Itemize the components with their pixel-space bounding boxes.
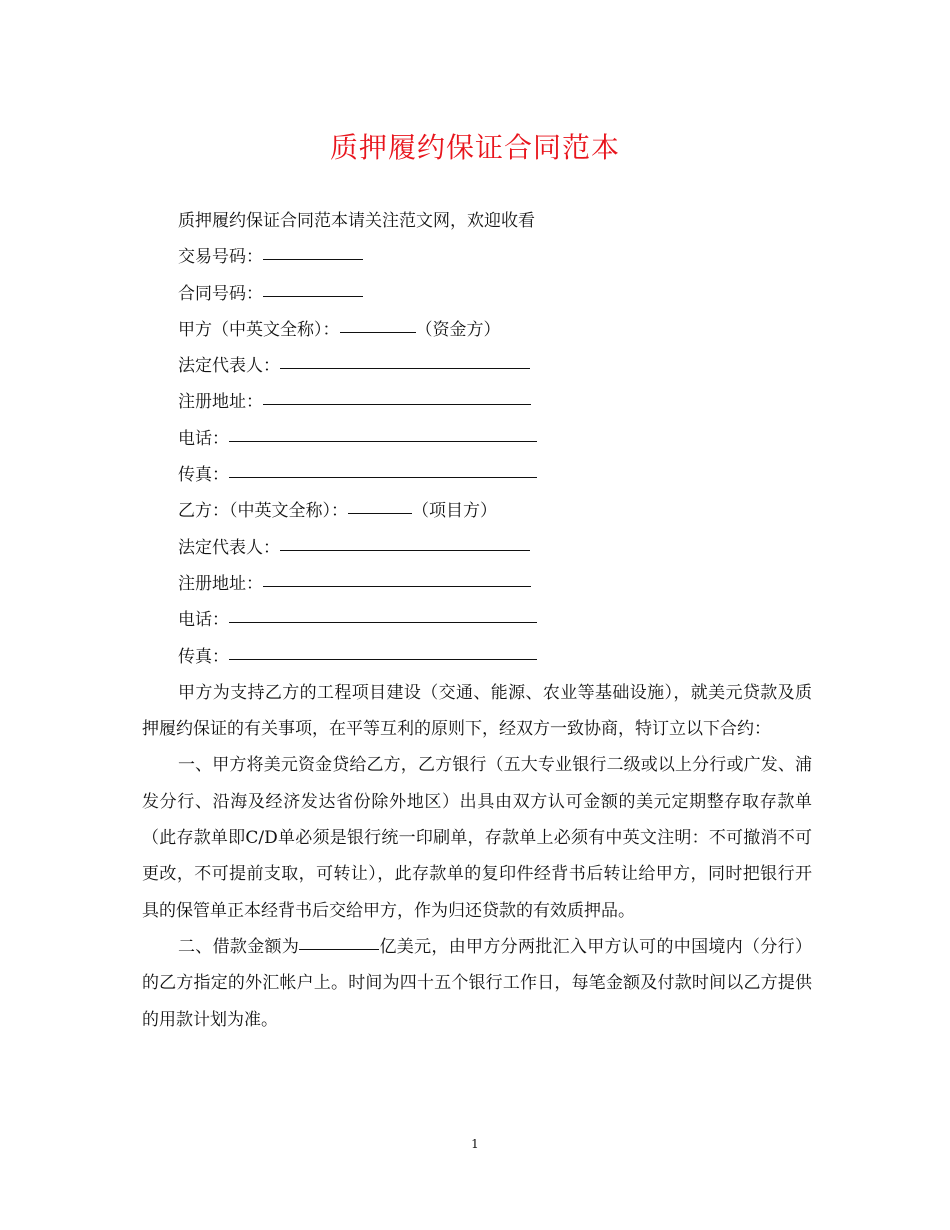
party-a-tel-blank[interactable] <box>229 421 537 442</box>
party-b-label: 乙方：（中英文全称）： <box>178 501 348 522</box>
party-b-fax-line <box>142 639 812 675</box>
party-a-tel-label: 电话： <box>178 428 229 449</box>
party-a-name-blank[interactable] <box>340 312 416 333</box>
transaction-no-label: 交易号码： <box>178 247 263 268</box>
party-b-rep-line <box>142 530 812 566</box>
party-a-fax-label: 传真： <box>178 465 229 486</box>
party-b-rep-blank[interactable] <box>280 530 530 551</box>
party-a-addr-blank[interactable] <box>263 384 531 405</box>
page-number: 1 <box>471 1137 479 1151</box>
party-a-rep-line <box>142 348 812 384</box>
intro-line <box>142 203 812 239</box>
document-title: 质押履约保证合同范本 <box>329 131 620 164</box>
party-a-rep-label: 法定代表人： <box>178 356 280 377</box>
clause-2-rest: 亿美元，由甲方分两批汇入甲方认可的中国境内（分行）的乙方指定的外汇帐户上。时间为四十五个银行工作日，每笔金额及付款时间以乙方提供的用款计划为准。 <box>142 936 812 1030</box>
contract-no-label: 合同号码： <box>178 283 263 304</box>
party-b-addr-label: 注册地址： <box>178 573 263 594</box>
party-b-tel-line <box>142 602 812 638</box>
party-b-addr-line <box>142 566 812 602</box>
party-a-addr-label: 注册地址： <box>178 392 263 413</box>
contract-no-line <box>142 276 812 312</box>
transaction-no-blank[interactable] <box>263 239 363 260</box>
party-b-suffix: （项目方） <box>412 501 497 522</box>
party-a-line <box>142 312 812 348</box>
party-b-rep-label: 法定代表人： <box>178 537 280 558</box>
party-a-fax-line <box>142 457 812 493</box>
contract-no-blank[interactable] <box>263 276 363 297</box>
transaction-no-line <box>142 239 812 275</box>
party-b-addr-blank[interactable] <box>263 566 531 587</box>
party-b-fax-label: 传真： <box>178 646 229 667</box>
party-b-name-blank[interactable] <box>348 493 412 514</box>
party-a-label: 甲方（中英文全称）： <box>178 319 340 340</box>
party-a-suffix: （资金方） <box>415 319 501 340</box>
preamble-paragraph: 甲方为支持乙方的工程项目建设（交通、能源、农业等基础设施），就美元贷款及质押履约保证的有关事项，在平等互利的原则下，经双方一致协商，特订立以下合约： <box>142 682 812 740</box>
party-b-tel-label: 电话： <box>178 610 229 631</box>
clause-1-paragraph: 一、甲方将美元资金贷给乙方，乙方银行（五大专业银行二级或以上分行或广发、浦发分行、沿海及经济发达省份除外地区）出具由双方认可金额的美元定期整存取存款单（此存款单即C/D单必须是银行统一印刷单，存款单上必须有中英文注明：不可撤消不可更改，不可提前支取，可转让），此存款单的复印件经背书后转让给甲方，同时把银行开具的保管单正本经背书后交给甲方，作为归还贷款的有效质押品。 <box>142 755 812 921</box>
clause-2-prefix: 二、借款金额为 <box>178 936 300 957</box>
party-a-addr-line <box>142 384 812 420</box>
party-a-tel-line <box>142 421 812 457</box>
document-body <box>142 203 812 1038</box>
clause-2-paragraph <box>142 929 812 1038</box>
party-b-line <box>142 493 812 529</box>
party-a-rep-blank[interactable] <box>280 348 530 369</box>
party-a-fax-blank[interactable] <box>229 457 537 478</box>
loan-amount-blank[interactable] <box>299 929 379 950</box>
party-b-fax-blank[interactable] <box>229 639 537 660</box>
party-b-tel-blank[interactable] <box>229 602 537 623</box>
intro-text: 质押履约保证合同范本请关注范文网，欢迎收看 <box>178 211 535 231</box>
